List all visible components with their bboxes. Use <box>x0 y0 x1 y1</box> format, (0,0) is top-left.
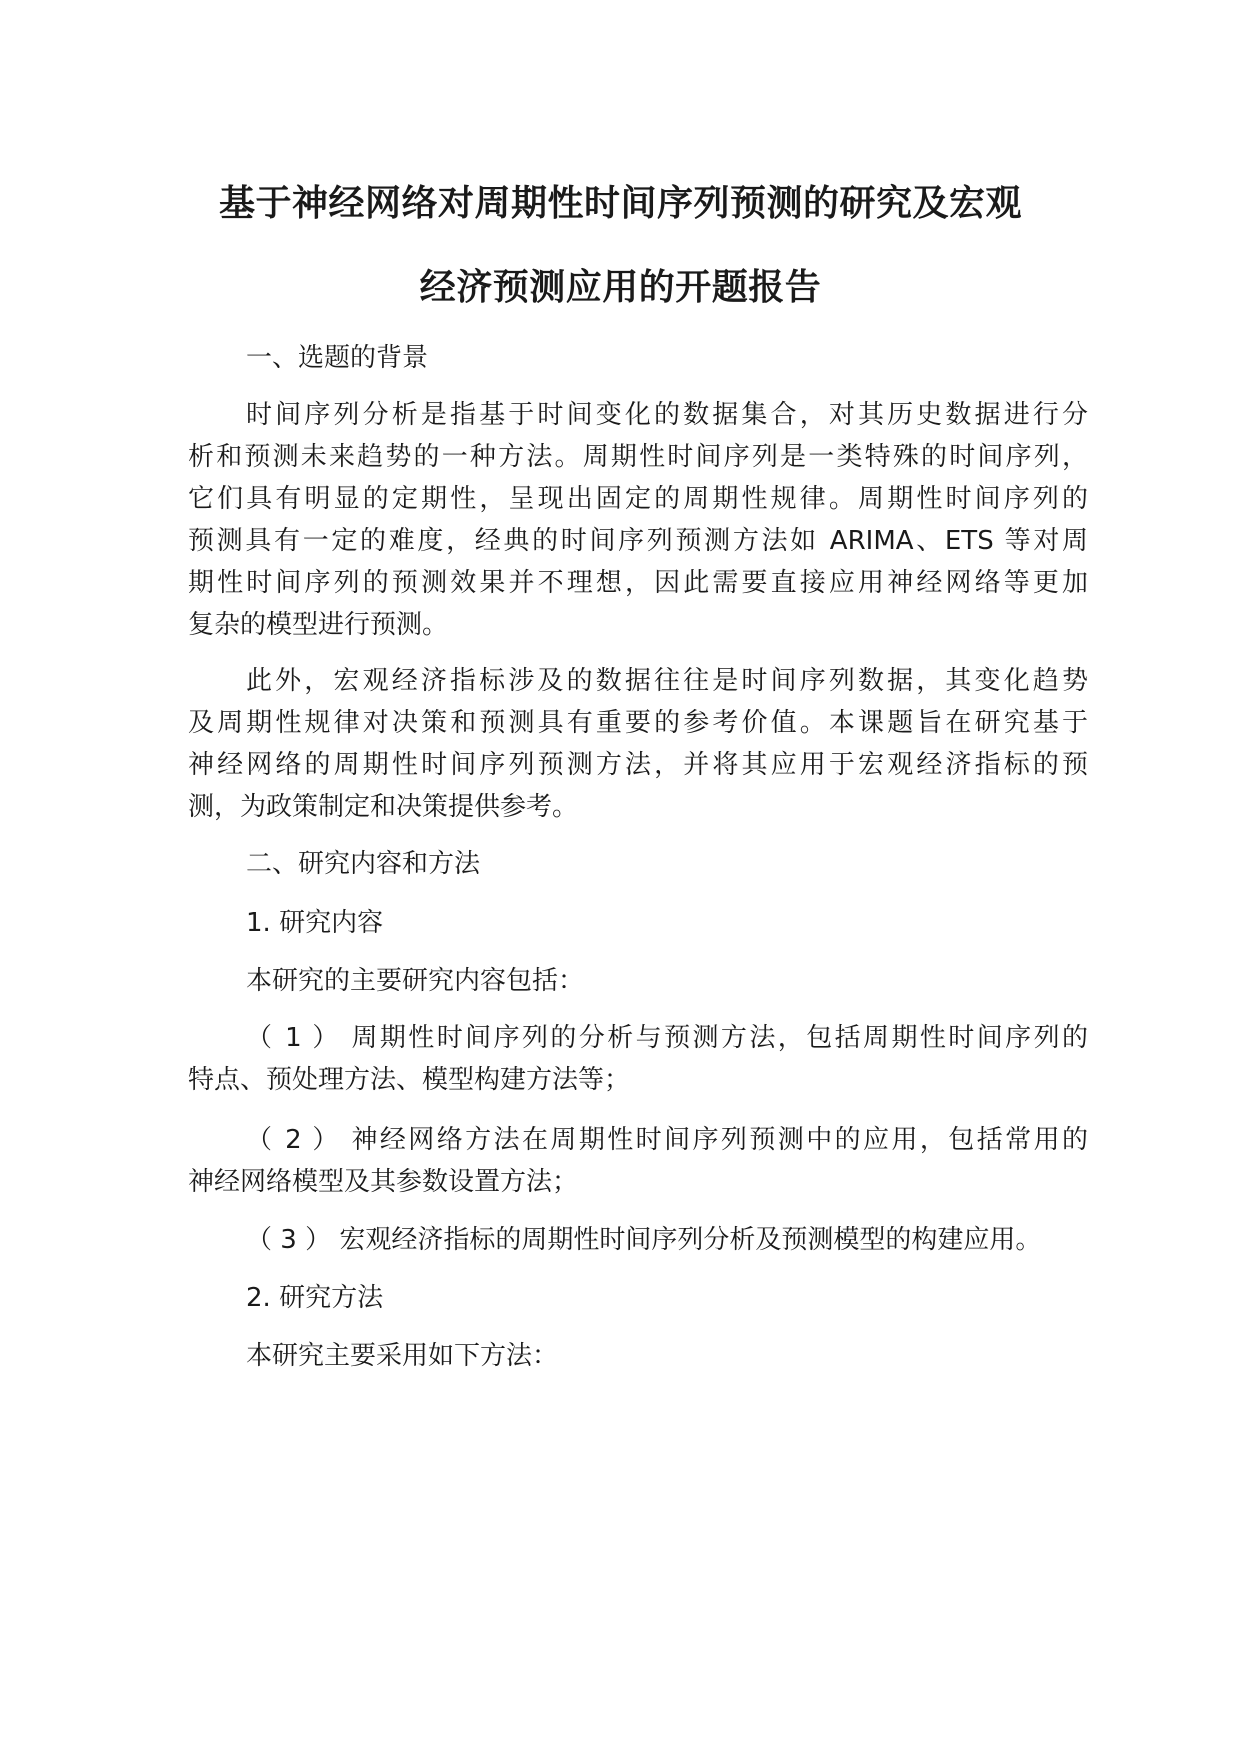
list-item-3: （ 3 ） 宏观经济指标的周期性时间序列分析及预测模型的构建应用。 <box>246 1225 1042 1255</box>
list-item-2-line-2: 神经网络模型及其参数设置方法； <box>188 1167 579 1197</box>
paragraph-line: 期性时间序列的预测效果并不理想，因此需要直接应用神经网络等更加 <box>188 568 1088 598</box>
paragraph-line: 及周期性规律对决策和预测具有重要的参考价值。本课题旨在研究基于 <box>188 708 1088 738</box>
paragraph-line: 测，为政策制定和决策提供参考。 <box>188 792 579 822</box>
list-item-1-line-2: 特点、预处理方法、模型构建方法等； <box>188 1065 631 1095</box>
paragraph-line: 预测具有一定的难度，经典的时间序列预测方法如 ARIMA、ETS 等对周 <box>188 526 1088 556</box>
content-intro: 本研究的主要研究内容包括： <box>246 966 585 996</box>
subsection-heading-content: 1. 研究内容 <box>246 908 384 938</box>
document-title-line-1: 基于神经网络对周期性时间序列预测的研究及宏观 <box>218 183 1022 224</box>
section-heading-research: 二、研究内容和方法 <box>246 849 481 879</box>
paragraph-line: 时间序列分析是指基于时间变化的数据集合，对其历史数据进行分 <box>246 400 1088 430</box>
subsection-heading-method: 2. 研究方法 <box>246 1283 384 1313</box>
document-title-line-2: 经济预测应用的开题报告 <box>419 267 822 308</box>
paragraph-line: 析和预测未来趋势的一种方法。周期性时间序列是一类特殊的时间序列， <box>188 442 1088 472</box>
paragraph-line: 此外，宏观经济指标涉及的数据往往是时间序列数据，其变化趋势 <box>246 666 1088 696</box>
paragraph-line: 神经网络的周期性时间序列预测方法，并将其应用于宏观经济指标的预 <box>188 750 1088 780</box>
method-intro: 本研究主要采用如下方法： <box>246 1341 559 1371</box>
section-heading-background: 一、选题的背景 <box>246 343 429 373</box>
list-item-2-line-1: （ 2 ） 神经网络方法在周期性时间序列预测中的应用，包括常用的 <box>246 1125 1088 1155</box>
list-item-1-line-1: （ 1 ） 周期性时间序列的分析与预测方法，包括周期性时间序列的 <box>246 1023 1088 1053</box>
paragraph-line: 复杂的模型进行预测。 <box>188 610 449 640</box>
paragraph-line: 它们具有明显的定期性，呈现出固定的周期性规律。周期性时间序列的 <box>188 484 1088 514</box>
